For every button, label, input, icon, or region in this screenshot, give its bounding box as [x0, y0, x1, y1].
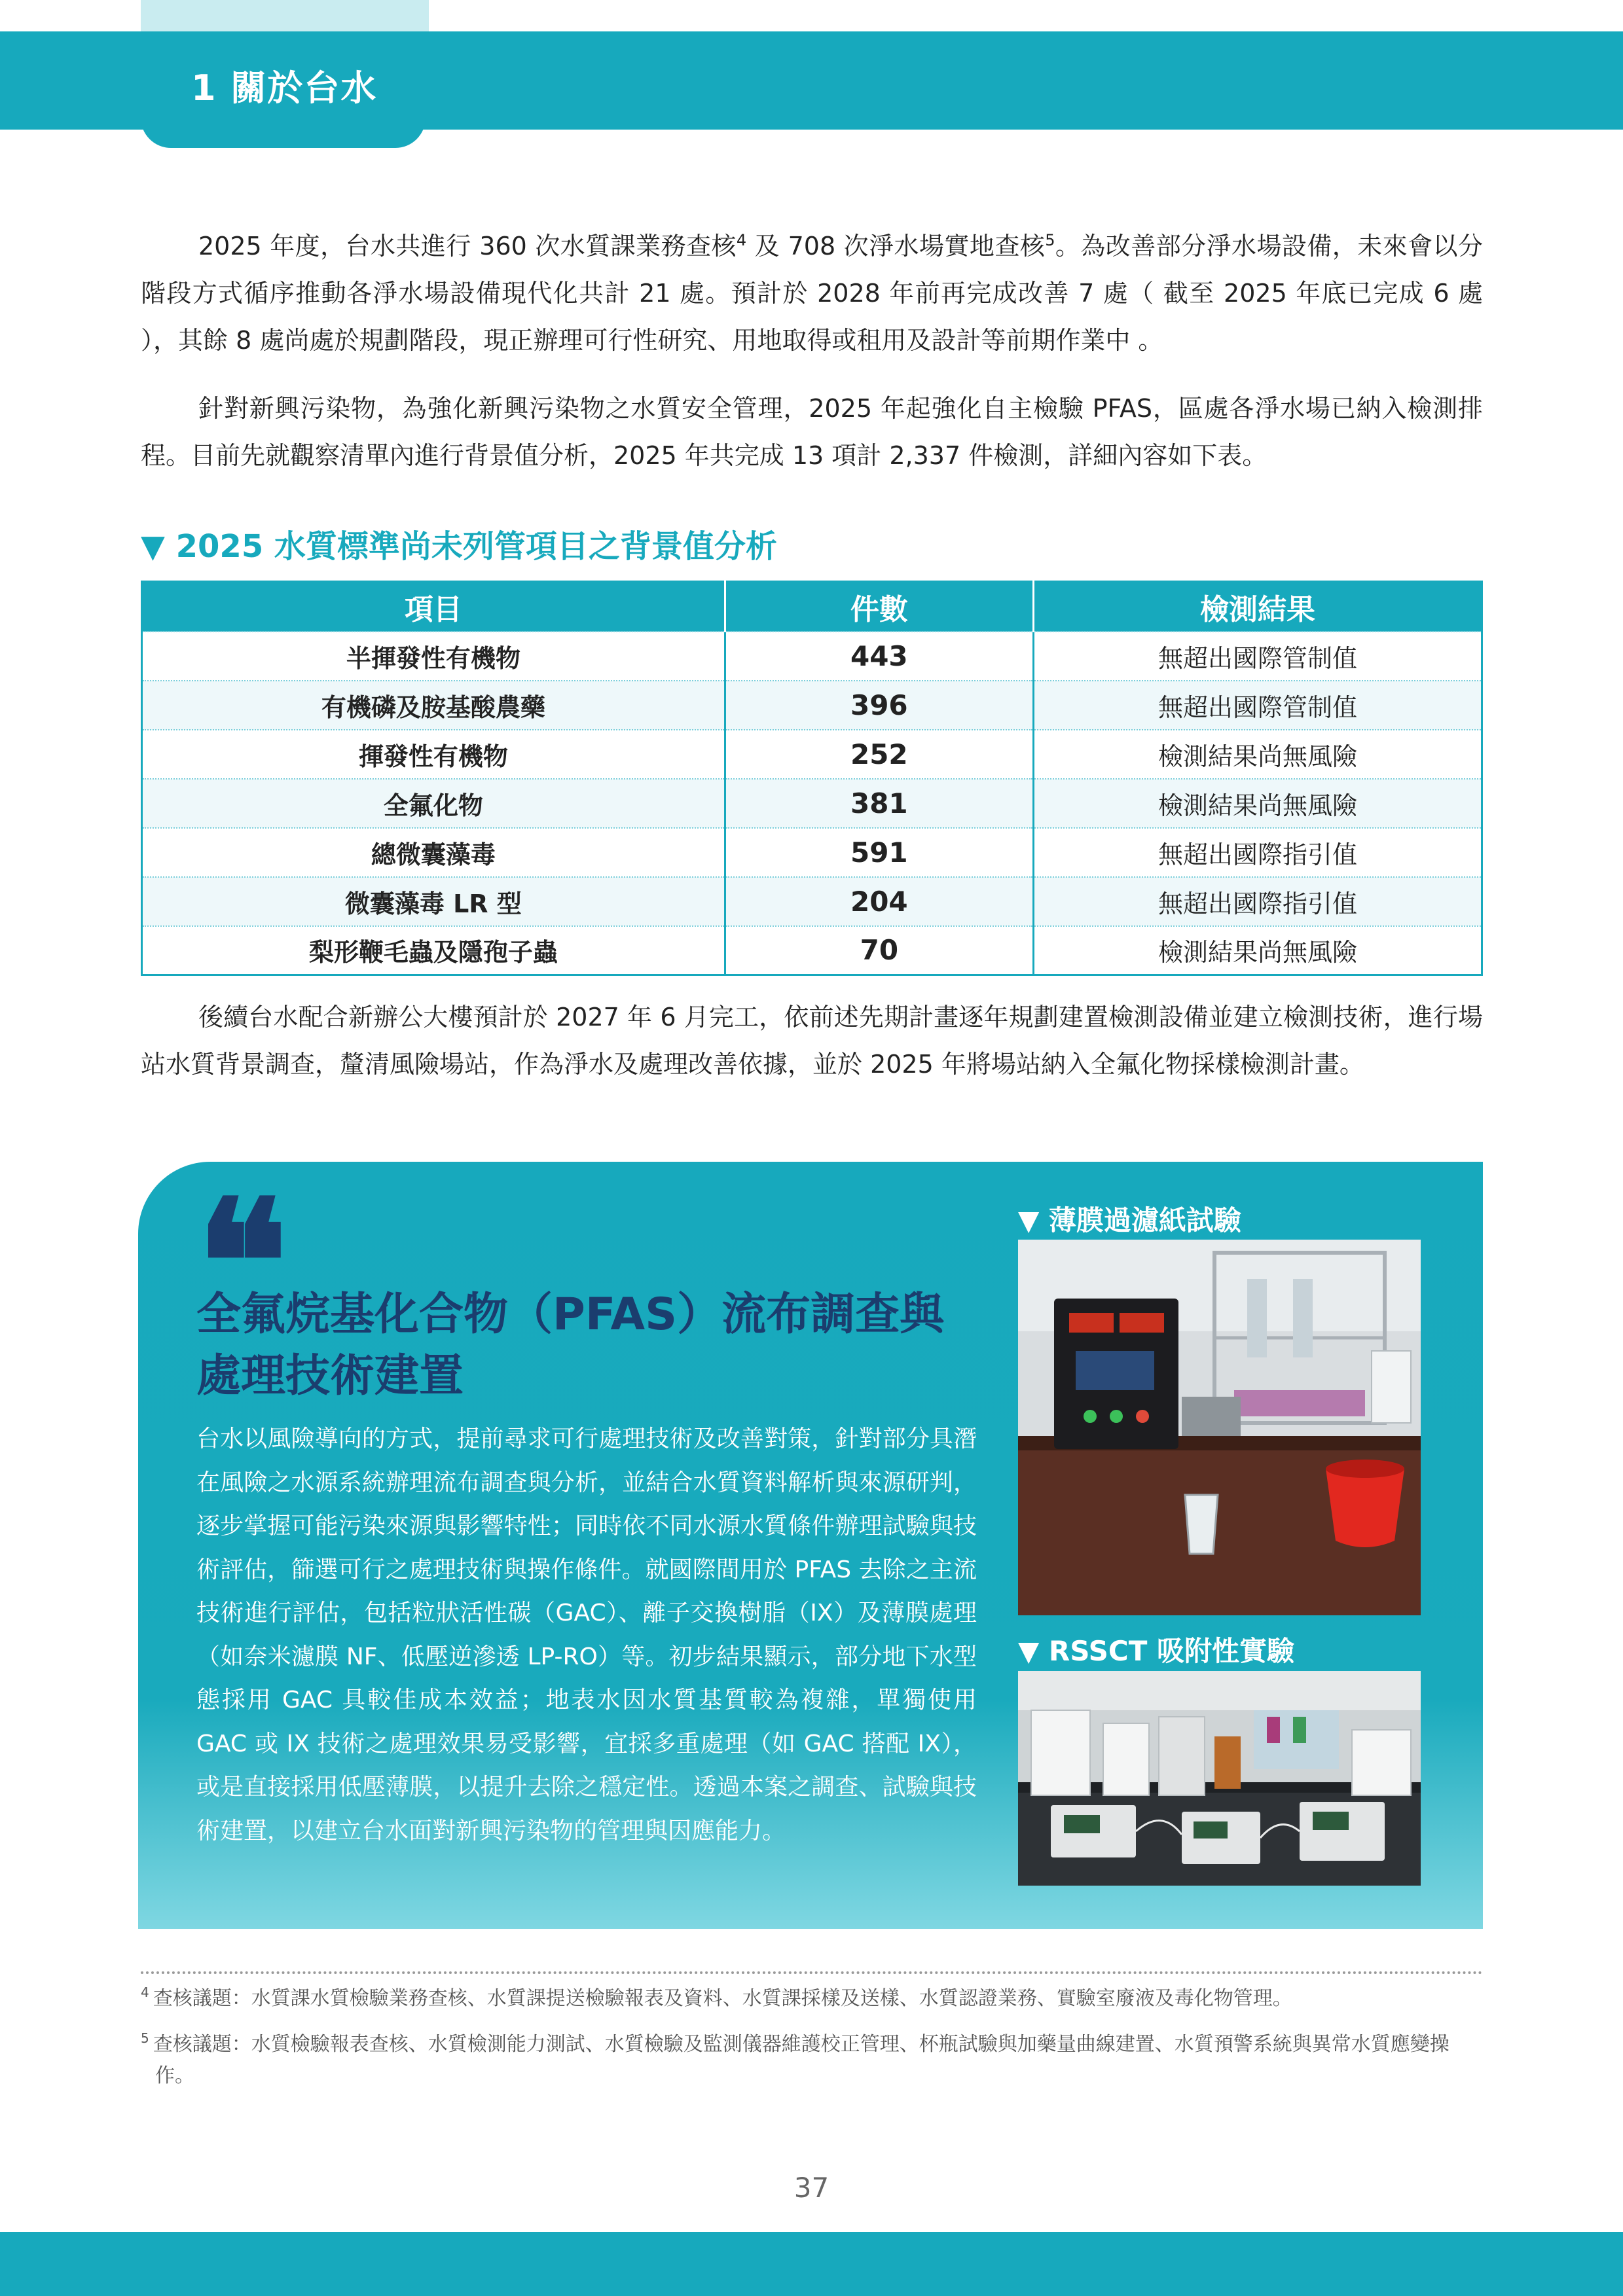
paragraph-audits [141, 223, 1483, 364]
background-analysis-table [141, 581, 1483, 976]
cell-result: 檢測結果尚無風險 [1034, 730, 1482, 779]
footnote-ref-5[interactable]: 5 [1045, 231, 1055, 249]
cell-count: 204 [725, 877, 1033, 926]
cell-count: 70 [725, 926, 1033, 975]
column-header-item: 項目 [142, 582, 725, 632]
column-header-result: 檢測結果 [1034, 582, 1482, 632]
photo-caption-membrane: ▼ 薄膜過濾紙試驗 [1018, 1204, 1241, 1236]
cell-item: 有機磷及胺基酸農藥 [142, 681, 725, 730]
cell-result: 無超出國際管制值 [1034, 681, 1482, 730]
table-header-row [142, 582, 1482, 632]
cell-result: 檢測結果尚無風險 [1034, 779, 1482, 828]
cell-item: 半揮發性有機物 [142, 632, 725, 681]
quote-icon: ❝ [196, 1163, 288, 1363]
cell-item: 總微囊藻毒 [142, 828, 725, 877]
cell-result: 無超出國際指引值 [1034, 828, 1482, 877]
chapter-title: 1 關於台水 [191, 67, 378, 109]
table-row [142, 926, 1482, 975]
paragraph-emerging-pollutants: 針對新興污染物，為強化新興污染物之水質安全管理，2025 年起強化自主檢驗 PFAS，區處各淨水場已納入檢測排程。目前先就觀察清單內進行背景值分析，2025 年共完成 13 項計 2,337 件檢測，詳細內容如下表。 [141, 394, 1483, 470]
table-row [142, 877, 1482, 926]
column-header-count: 件數 [725, 582, 1033, 632]
cell-item: 揮發性有機物 [142, 730, 725, 779]
cell-count: 443 [725, 632, 1033, 681]
cell-result: 無超出國際管制值 [1034, 632, 1482, 681]
page-number: 37 [793, 2172, 830, 2204]
pfas-body: 台水以風險導向的方式，提前尋求可行處理技術及改善對策，針對部分具潛在風險之水源系統辦理流布調查與分析，並結合水質資料解析與來源研判，逐步掌握可能污染來源與影響特性；同時依不同水源水質條件辦理試驗與技術評估，篩選可行之處理技術與操作條件。就國際間用於 PFAS 去除之主流技術進行評估，包括粒狀活性碳（GAC）、離子交換樹脂（IX）及薄膜處理（如奈米濾膜 NF、低壓逆滲透 LP-RO）等。初步結果顯示，部分地下水型態採用 GAC 具較佳成本效益；地表水因水質基質較為複雜，單獨使用 GAC 或 IX 技術之處理效果易受影響，宜採多重處理（如 GAC 搭配 IX），或是直接採用低壓薄膜，以提升去除之穩定性。透過本案之調查、試驗與技術建置，以建立台水面對新興污染物的管理與因應能力。 [196, 1426, 977, 1844]
footnote-mark-5: 5 [141, 2030, 149, 2046]
table-row [142, 632, 1482, 681]
footer-band [0, 2232, 1623, 2296]
cell-count: 252 [725, 730, 1033, 779]
footnote-5 [141, 2029, 1483, 2092]
footnote-text: 查核議題：水質檢驗報表查核、水質檢測能力測試、水質檢驗及監測儀器維護校正管理、杯瓶試驗與加藥量曲線建置、水質預警系統與異常水質應變操作。 [153, 2033, 1450, 2087]
table-title: ▼ 2025 水質標準尚未列管項目之背景值分析 [141, 528, 777, 565]
pfas-title: 全氟烷基化合物（PFAS）流布調查與處理技術建置 [196, 1289, 945, 1402]
paragraph-text: 2025 年度，台水共進行 360 次水質課業務查核 [198, 232, 737, 260]
paragraph-text: 及 708 次淨水場實地查核 [746, 232, 1046, 260]
table-row [142, 779, 1482, 828]
membrane-filtration-photo [1018, 1240, 1421, 1615]
cell-count: 396 [725, 681, 1033, 730]
cell-item: 梨形鞭毛蟲及隱孢子蟲 [142, 926, 725, 975]
paragraph-future-plan: 後續台水配合新辦公大樓預計於 2027 年 6 月完工，依前述先期計畫逐年規劃建置檢測設備並建立檢測技術，進行場站水質背景調查，釐清風險場站，作為淨水及處理改善依據，並於 2025 年將場站納入全氟化物採樣檢測計畫。 [141, 1003, 1483, 1079]
cell-count: 381 [725, 779, 1033, 828]
table-row [142, 681, 1482, 730]
footnote-4 [141, 1983, 1483, 2015]
cell-item: 全氟化物 [142, 779, 725, 828]
cell-item: 微囊藻毒 LR 型 [142, 877, 725, 926]
footnote-mark-4: 4 [141, 1984, 149, 2000]
footnote-text: 查核議題：水質課水質檢驗業務查核、水質課提送檢驗報表及資料、水質課採樣及送樣、水質認證業務、實驗室廢液及毒化物管理。 [153, 1987, 1292, 2010]
cell-count: 591 [725, 828, 1033, 877]
footnote-ref-4[interactable]: 4 [736, 231, 747, 249]
footnote-divider [141, 1971, 1483, 1974]
header-top-tab [141, 0, 429, 31]
rssct-adsorption-photo [1018, 1671, 1421, 1886]
cell-result: 檢測結果尚無風險 [1034, 926, 1482, 975]
paragraph-text: 。為改善部分淨水場設備，未來會以分階段方式循序推動各淨水場設備現代化共計 21 處。預計於 2028 年前再完成改善 7 處（ 截至 2025 年底已完成 6 處 ），其餘 8 處尚處於規劃階段，現正辦理可行性研究、用地取得或租用及設計等前期作業中 。 [141, 232, 1483, 355]
table-row [142, 828, 1482, 877]
photo-caption-rssct: ▼ RSSCT 吸附性實驗 [1018, 1635, 1294, 1667]
cell-result: 無超出國際指引值 [1034, 877, 1482, 926]
table-row [142, 730, 1482, 779]
